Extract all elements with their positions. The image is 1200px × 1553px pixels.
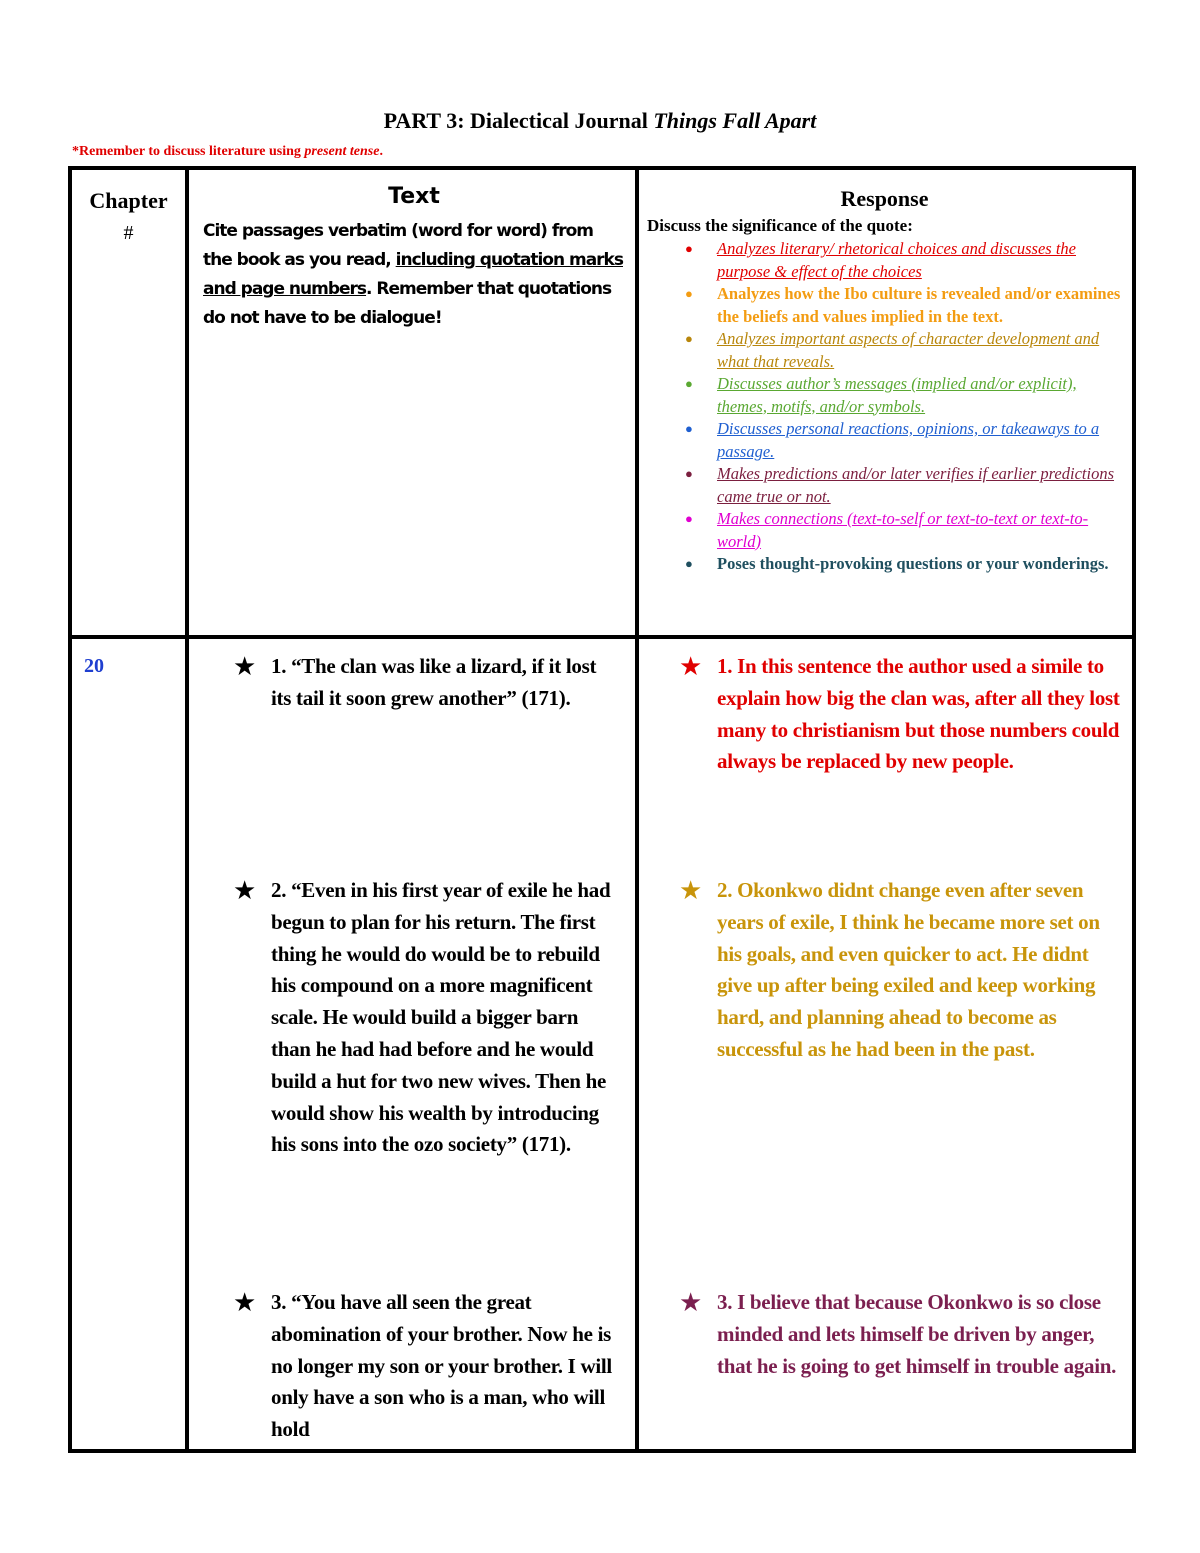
- star-icon: ★: [233, 652, 257, 681]
- title-book: Things Fall Apart: [653, 108, 817, 133]
- criterion-item: [647, 328, 1122, 373]
- response-entry: [639, 1287, 1132, 1382]
- quote-entry: [189, 875, 635, 1161]
- response-entry: [639, 651, 1132, 778]
- star-icon: ★: [233, 1288, 257, 1317]
- criterion-item: [647, 283, 1122, 328]
- star-icon: ★: [679, 652, 703, 681]
- response-header-cell: [637, 168, 1134, 637]
- star-icon: ★: [679, 876, 703, 905]
- chapter-label: Chapter: [89, 188, 168, 213]
- criterion-item: [647, 418, 1122, 463]
- response-intro: Discuss the significance of the quote:: [647, 216, 913, 235]
- bullet-icon: ●: [685, 556, 693, 571]
- criterion-text: Discusses personal reactions, opinions, or takeaways to a passage.: [717, 419, 1100, 461]
- quote-entry: [189, 651, 635, 715]
- quote-text: 1. “The clan was like a lizard, if it lost its tail it soon grew another” (171).: [271, 654, 597, 710]
- chapter-number: 20: [84, 655, 104, 677]
- criterion-item: [647, 553, 1122, 576]
- response-text: 1. In this sentence the author used a simile to explain how big the clan was, after all they lost many to christianism but those numbers could always be replaced by new people.: [717, 654, 1120, 774]
- text-header-cell: [187, 168, 637, 637]
- response-text: 2. Okonkwo didnt change even after seven years of exile, I think he became more set on his goals, and even quicker to act. He didnt give up after being exiled and keep working hard, and planning ahead to become as successful as he had been in the past.: [717, 878, 1100, 1061]
- chapter-header: [72, 170, 185, 245]
- text-desc-underlined: including quotation marks and page numbers: [203, 250, 623, 299]
- quote-text: 2. “Even in his first year of exile he had begun to plan for his return. The first thing he would do would be to rebuild his compound on a more magnificent scale. He would build a bigger barn than he had had before and he would build a hut for two new wives. Then he would show his wealth by introducing his sons into the ozo society” (171).: [271, 878, 611, 1157]
- text-instructions: [203, 217, 625, 333]
- bullet-icon: ●: [685, 421, 693, 436]
- quote-entry: [189, 1287, 635, 1446]
- note-suffix: .: [379, 144, 383, 159]
- bullet-icon: ●: [685, 286, 693, 301]
- criterion-text: Makes connections (text-to-self or text-to-text or text-to-world): [717, 509, 1089, 551]
- bullet-icon: ●: [685, 466, 693, 481]
- response-entry: [639, 875, 1132, 1066]
- header-row: [70, 168, 1134, 637]
- response-text: 3. I believe that because Okonkwo is so close minded and lets himself be driven by anger, that he is going to get himself in trouble again.: [717, 1290, 1117, 1378]
- criteria-list: [647, 238, 1122, 576]
- note-prefix: *Remember to discuss literature using: [72, 144, 301, 159]
- title-main: PART 3: Dialectical Journal: [383, 108, 648, 133]
- criterion-text: Poses thought-provoking questions or your wonderings.: [717, 554, 1109, 573]
- note-emphasis: present tense: [304, 144, 380, 159]
- responses-cell: [637, 637, 1134, 1451]
- journal-table: [68, 166, 1136, 1453]
- quote-text: 3. “You have all seen the great abomination of your brother. Now he is no longer my son or your brother. I will only have a son who is a man, who will hold: [271, 1290, 612, 1442]
- chapter-header-cell: [70, 168, 187, 637]
- criterion-item: [647, 238, 1122, 283]
- bullet-icon: ●: [685, 511, 693, 526]
- criterion-text: Analyzes how the Ibo culture is revealed and/or examines the beliefs and values implied in the text.: [717, 284, 1121, 326]
- chapter-hash: #: [123, 222, 134, 244]
- tense-reminder: [72, 144, 383, 160]
- quotes-cell: [187, 637, 637, 1451]
- bullet-icon: ●: [685, 241, 693, 256]
- chapter-cell: [70, 637, 187, 1451]
- criterion-item: [647, 373, 1122, 418]
- response-label: Response: [840, 186, 929, 211]
- chapter-row: [70, 637, 1134, 1451]
- bullet-icon: ●: [685, 376, 693, 391]
- criterion-text: Makes predictions and/or later verifies if earlier predictions came true or not.: [717, 464, 1115, 506]
- criterion-item: [647, 463, 1122, 508]
- page-title: [0, 108, 1200, 134]
- text-label: Text: [388, 184, 440, 209]
- bullet-icon: ●: [685, 331, 693, 346]
- criterion-text: Discusses author’s messages (implied and/or explicit), themes, motifs, and/or symbols.: [717, 374, 1077, 416]
- text-desc-2: . Remember that quotations do not have to be dialogue!: [203, 279, 612, 328]
- criterion-text: Analyzes important aspects of character development and what that reveals.: [717, 329, 1100, 371]
- star-icon: ★: [233, 876, 257, 905]
- criterion-item: [647, 508, 1122, 553]
- criterion-text: Analyzes literary/ rhetorical choices and discusses the purpose & effect of the choices: [717, 239, 1076, 281]
- text-desc-1: Cite passages verbatim (word for word) from the book as you read,: [203, 221, 593, 270]
- star-icon: ★: [679, 1288, 703, 1317]
